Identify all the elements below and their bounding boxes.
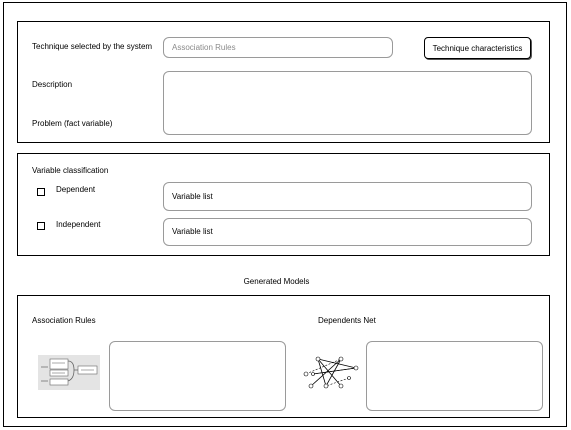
variable-classification-title: Variable classification xyxy=(32,166,109,175)
dependent-list-text: Variable list xyxy=(172,191,213,201)
dependent-variable-list[interactable] xyxy=(163,182,532,211)
dependents-net-model-area[interactable] xyxy=(366,341,543,411)
technique-field[interactable] xyxy=(163,37,393,58)
independent-checkbox[interactable] xyxy=(37,222,45,230)
dependent-checkbox[interactable] xyxy=(37,188,45,196)
independent-list-text: Variable list xyxy=(172,227,213,236)
independent-label: Independent xyxy=(56,220,101,229)
generated-models-panel xyxy=(17,295,550,418)
dependency-network-icon[interactable] xyxy=(301,354,361,392)
description-label: Description xyxy=(32,80,73,89)
association-rules-label: Association Rules xyxy=(32,316,96,325)
variable-classification-panel xyxy=(17,153,550,256)
technique-characteristics-button[interactable]: Technique characteristics xyxy=(424,37,531,59)
dependent-label: Dependent xyxy=(56,185,96,194)
problem-label: Problem (fact variable) xyxy=(32,119,113,128)
independent-variable-list[interactable] xyxy=(163,218,532,246)
association-rules-model-area[interactable] xyxy=(109,341,286,411)
generated-models-heading: Generated Models xyxy=(243,277,310,286)
technique-panel xyxy=(17,21,550,143)
dependents-net-label: Dependents Net xyxy=(318,316,376,325)
association-rules-diagram-icon[interactable] xyxy=(38,355,100,390)
technique-value: Association Rules xyxy=(172,42,236,52)
technique-label: Technique selected by the system xyxy=(32,42,153,51)
description-field[interactable] xyxy=(163,71,532,135)
